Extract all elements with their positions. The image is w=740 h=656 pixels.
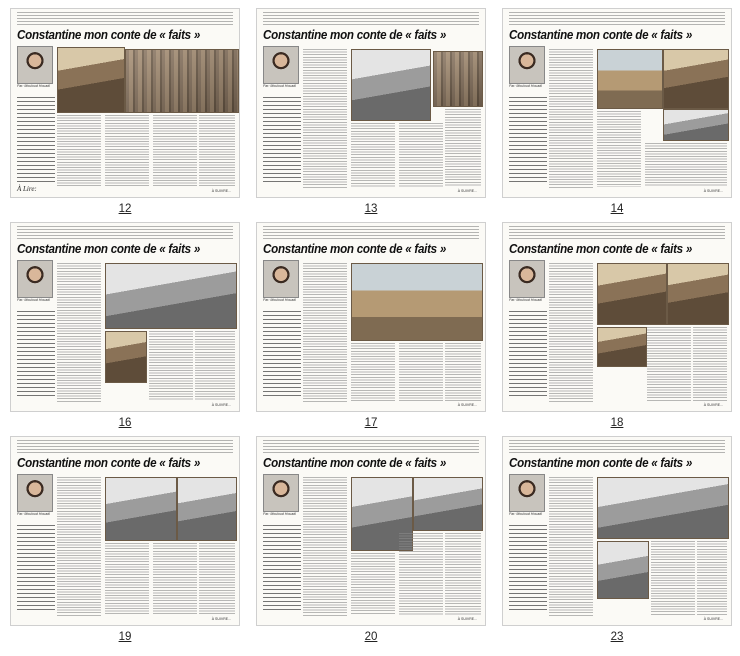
page-thumbnail[interactable] bbox=[256, 436, 486, 626]
page-thumbnail[interactable] bbox=[256, 8, 486, 198]
page-cell bbox=[502, 436, 732, 643]
text-column bbox=[303, 49, 347, 189]
text-column bbox=[57, 263, 101, 403]
author-portrait bbox=[263, 260, 299, 298]
page-number-link[interactable]: 13 bbox=[364, 203, 378, 215]
sidebar-text bbox=[509, 525, 547, 611]
page-title: Constantine mon conte de « faits » bbox=[263, 28, 447, 42]
article-photo bbox=[597, 327, 647, 367]
article-photo bbox=[663, 49, 729, 109]
text-column bbox=[445, 533, 481, 615]
text-column bbox=[445, 343, 481, 401]
text-column bbox=[549, 263, 593, 403]
article-photo bbox=[57, 47, 125, 113]
article-photo bbox=[597, 541, 649, 599]
page-number-link[interactable]: 12 bbox=[118, 203, 132, 215]
text-column bbox=[153, 543, 197, 615]
byline: Par: Mouloud Houadi bbox=[17, 84, 50, 88]
page-title: Constantine mon conte de « faits » bbox=[17, 242, 201, 256]
text-column bbox=[199, 543, 235, 615]
page-title: Constantine mon conte de « faits » bbox=[17, 456, 201, 470]
text-column bbox=[351, 553, 395, 615]
text-column bbox=[597, 111, 641, 187]
continued-mark: À SUIVRE... bbox=[703, 617, 723, 621]
article-photo bbox=[667, 263, 729, 325]
sidebar-text bbox=[263, 525, 301, 611]
author-portrait bbox=[263, 474, 299, 512]
text-column bbox=[399, 123, 443, 187]
text-column bbox=[651, 541, 695, 615]
intro-text bbox=[263, 12, 479, 26]
article-photo bbox=[105, 331, 147, 383]
intro-text bbox=[263, 226, 479, 240]
page-thumbnail[interactable] bbox=[10, 8, 240, 198]
page-cell bbox=[256, 8, 486, 215]
author-portrait bbox=[263, 46, 299, 84]
page-number-link[interactable]: 23 bbox=[610, 631, 624, 643]
text-column bbox=[549, 49, 593, 189]
byline: Par: Mouloud Houadi bbox=[17, 298, 50, 302]
article-photo bbox=[351, 263, 483, 341]
intro-text bbox=[17, 12, 233, 26]
page-cell bbox=[502, 222, 732, 429]
article-photo bbox=[413, 477, 483, 531]
text-column bbox=[645, 143, 727, 187]
text-column bbox=[57, 115, 101, 187]
byline: Par: Mouloud Houadi bbox=[263, 298, 296, 302]
page-thumbnail[interactable] bbox=[502, 436, 732, 626]
page-cell bbox=[10, 436, 240, 643]
sidebar-text bbox=[17, 97, 55, 183]
text-column bbox=[153, 115, 197, 187]
intro-text bbox=[17, 440, 233, 454]
article-photo bbox=[351, 49, 431, 121]
intro-text bbox=[263, 440, 479, 454]
byline: Par: Mouloud Houadi bbox=[509, 84, 542, 88]
intro-text bbox=[17, 226, 233, 240]
continued-mark: À SUIVRE... bbox=[211, 403, 231, 407]
page-number-link[interactable]: 20 bbox=[364, 631, 378, 643]
text-column bbox=[445, 109, 481, 187]
text-column bbox=[149, 331, 193, 401]
continued-mark: À SUIVRE... bbox=[211, 189, 231, 193]
page-number-link[interactable]: 17 bbox=[364, 417, 378, 429]
text-column bbox=[303, 477, 347, 617]
page-thumbnail[interactable] bbox=[10, 436, 240, 626]
continued-mark: À SUIVRE... bbox=[703, 189, 723, 193]
text-column bbox=[105, 543, 149, 615]
text-column bbox=[399, 533, 443, 615]
page-thumbnail[interactable] bbox=[502, 8, 732, 198]
text-column bbox=[697, 541, 727, 615]
page-number-link[interactable]: 19 bbox=[118, 631, 132, 643]
page-number-link[interactable]: 16 bbox=[118, 417, 132, 429]
author-portrait bbox=[17, 260, 53, 298]
page-title: Constantine mon conte de « faits » bbox=[17, 28, 201, 42]
author-portrait bbox=[17, 474, 53, 512]
byline: Par: Mouloud Houadi bbox=[263, 512, 296, 516]
article-photo bbox=[177, 477, 237, 541]
intro-text bbox=[509, 226, 725, 240]
sidebar-text bbox=[263, 311, 301, 397]
article-photo bbox=[597, 263, 667, 325]
text-column bbox=[351, 123, 395, 187]
author-portrait bbox=[509, 474, 545, 512]
page-number-link[interactable]: 14 bbox=[610, 203, 624, 215]
text-column bbox=[195, 331, 235, 401]
text-column bbox=[647, 327, 691, 401]
article-photo bbox=[125, 49, 239, 113]
sidebar-text bbox=[509, 311, 547, 397]
page-title: Constantine mon conte de « faits » bbox=[263, 242, 447, 256]
page-title: Constantine mon conte de « faits » bbox=[263, 456, 447, 470]
author-portrait bbox=[509, 46, 545, 84]
byline: Par: Mouloud Houadi bbox=[509, 298, 542, 302]
continued-mark: À SUIVRE... bbox=[211, 617, 231, 621]
text-column bbox=[303, 263, 347, 403]
byline: Par: Mouloud Houadi bbox=[263, 84, 296, 88]
continued-mark: À SUIVRE... bbox=[457, 189, 477, 193]
text-column bbox=[199, 115, 235, 187]
page-cell bbox=[502, 8, 732, 215]
section-tag: À Lire: bbox=[17, 185, 37, 193]
continued-mark: À SUIVRE... bbox=[457, 403, 477, 407]
text-column bbox=[399, 343, 443, 401]
page-title: Constantine mon conte de « faits » bbox=[509, 242, 693, 256]
text-column bbox=[549, 477, 593, 617]
sidebar-text bbox=[17, 525, 55, 611]
page-title: Constantine mon conte de « faits » bbox=[509, 456, 693, 470]
page-number-link[interactable]: 18 bbox=[610, 417, 624, 429]
page-cell bbox=[256, 436, 486, 643]
text-column bbox=[105, 115, 149, 187]
author-portrait bbox=[509, 260, 545, 298]
sidebar-text bbox=[263, 97, 301, 183]
article-photo bbox=[433, 51, 483, 107]
page-thumbnail[interactable] bbox=[256, 222, 486, 412]
page-cell bbox=[256, 222, 486, 429]
continued-mark: À SUIVRE... bbox=[703, 403, 723, 407]
byline: Par: Mouloud Houadi bbox=[17, 512, 50, 516]
page-cell bbox=[10, 8, 240, 215]
page-title: Constantine mon conte de « faits » bbox=[509, 28, 693, 42]
text-column bbox=[57, 477, 101, 617]
sidebar-text bbox=[17, 311, 55, 397]
article-photo bbox=[105, 477, 177, 541]
article-photo bbox=[105, 263, 237, 329]
intro-text bbox=[509, 440, 725, 454]
text-column bbox=[351, 343, 395, 401]
article-photo bbox=[597, 49, 663, 109]
continued-mark: À SUIVRE... bbox=[457, 617, 477, 621]
byline: Par: Mouloud Houadi bbox=[509, 512, 542, 516]
page-cell bbox=[10, 222, 240, 429]
intro-text bbox=[509, 12, 725, 26]
author-portrait bbox=[17, 46, 53, 84]
article-photo bbox=[597, 477, 729, 539]
article-photo bbox=[663, 109, 729, 141]
page-thumbnail[interactable] bbox=[10, 222, 240, 412]
sidebar-text bbox=[509, 97, 547, 183]
page-thumbnail[interactable] bbox=[502, 222, 732, 412]
text-column bbox=[693, 327, 727, 401]
